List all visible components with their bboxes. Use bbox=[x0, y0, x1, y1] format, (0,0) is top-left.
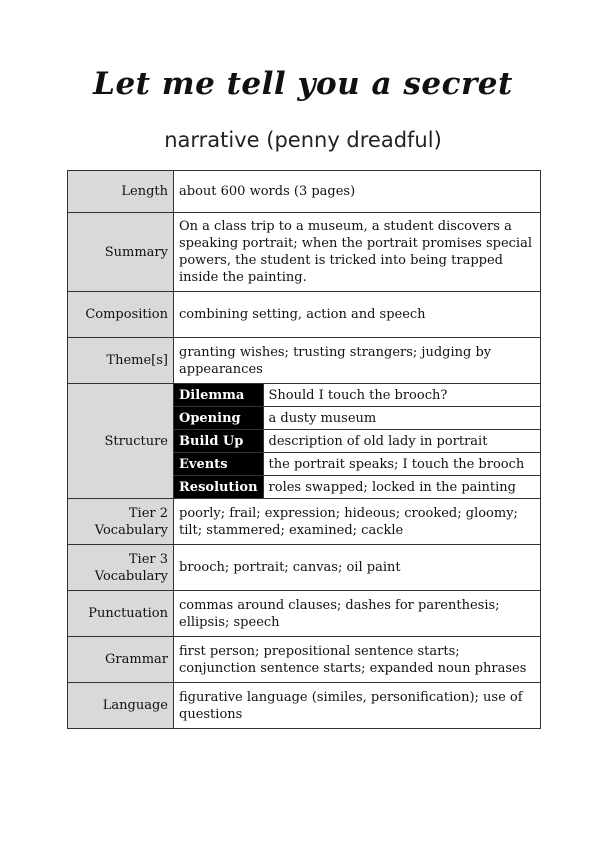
value-grammar: first person; prepositional sentence starts; conjunction sentence starts; expanded noun phrases bbox=[174, 637, 541, 683]
label-tier3 bbox=[68, 545, 174, 591]
row-themes bbox=[68, 338, 541, 384]
label-tier3-line1: Tier 3 bbox=[128, 551, 168, 567]
row-grammar bbox=[68, 637, 541, 683]
label-language: Language bbox=[68, 683, 174, 729]
structure-value-resolution: roles swapped; locked in the painting bbox=[268, 479, 517, 495]
label-tier3-line2: Vocabulary bbox=[94, 568, 168, 584]
value-themes: granting wishes; trusting strangers; judging by appearances bbox=[174, 338, 541, 384]
structure-table bbox=[174, 384, 540, 498]
structure-value-dilemma: Should I touch the brooch? bbox=[263, 384, 540, 407]
value-punctuation: commas around clauses; dashes for parenthesis; ellipsis; speech bbox=[174, 591, 541, 637]
label-tier2-line2: Vocabulary bbox=[94, 522, 168, 538]
structure-key-events: Events bbox=[174, 453, 263, 476]
row-tier2 bbox=[68, 499, 541, 545]
label-themes: Theme[s] bbox=[68, 338, 174, 384]
value-tier3: brooch; portrait; canvas; oil paint bbox=[174, 545, 541, 591]
structure-value-build-up: description of old lady in portrait bbox=[263, 430, 540, 453]
structure-key-dilemma: Dilemma bbox=[174, 384, 263, 407]
value-summary: On a class trip to a museum, a student discovers a speaking portrait; when the portrait promises special powers, the student is tricked into being trapped inside the painting. bbox=[174, 213, 541, 292]
row-language bbox=[68, 683, 541, 729]
structure-row bbox=[174, 430, 540, 453]
structure-value-events: the portrait speaks; I touch the brooch bbox=[263, 453, 540, 476]
page-subtitle: narrative (penny dreadful) bbox=[164, 128, 442, 152]
page-title: Let me tell you a secret bbox=[93, 66, 513, 102]
value-tier2: poorly; frail; expression; hideous; crooked; gloomy; tilt; stammered; examined; cackle bbox=[174, 499, 541, 545]
structure-row bbox=[174, 453, 540, 476]
row-composition bbox=[68, 292, 541, 338]
label-structure: Structure bbox=[68, 384, 174, 499]
label-grammar: Grammar bbox=[68, 637, 174, 683]
value-composition: combining setting, action and speech bbox=[174, 292, 541, 338]
structure-row bbox=[174, 476, 540, 499]
label-punctuation: Punctuation bbox=[68, 591, 174, 637]
value-language: figurative language (similes, personification); use of questions bbox=[174, 683, 541, 729]
planning-table bbox=[67, 170, 541, 729]
structure-key-build-up: Build Up bbox=[174, 430, 263, 453]
label-length: Length bbox=[68, 171, 174, 213]
structure-row bbox=[174, 407, 540, 430]
value-length: about 600 words (3 pages) bbox=[174, 171, 541, 213]
row-punctuation bbox=[68, 591, 541, 637]
row-tier3 bbox=[68, 545, 541, 591]
structure-value-opening: a dusty museum bbox=[263, 407, 540, 430]
row-length bbox=[68, 171, 541, 213]
row-structure bbox=[68, 384, 541, 499]
structure-row bbox=[174, 384, 540, 407]
structure-cell bbox=[174, 384, 541, 499]
label-tier2 bbox=[68, 499, 174, 545]
structure-key-opening: Opening bbox=[174, 407, 263, 430]
label-summary: Summary bbox=[68, 213, 174, 292]
row-summary bbox=[68, 213, 541, 292]
structure-key-resolution: Resolution bbox=[174, 476, 263, 499]
label-tier2-line1: Tier 2 bbox=[128, 505, 168, 521]
label-composition: Composition bbox=[68, 292, 174, 338]
